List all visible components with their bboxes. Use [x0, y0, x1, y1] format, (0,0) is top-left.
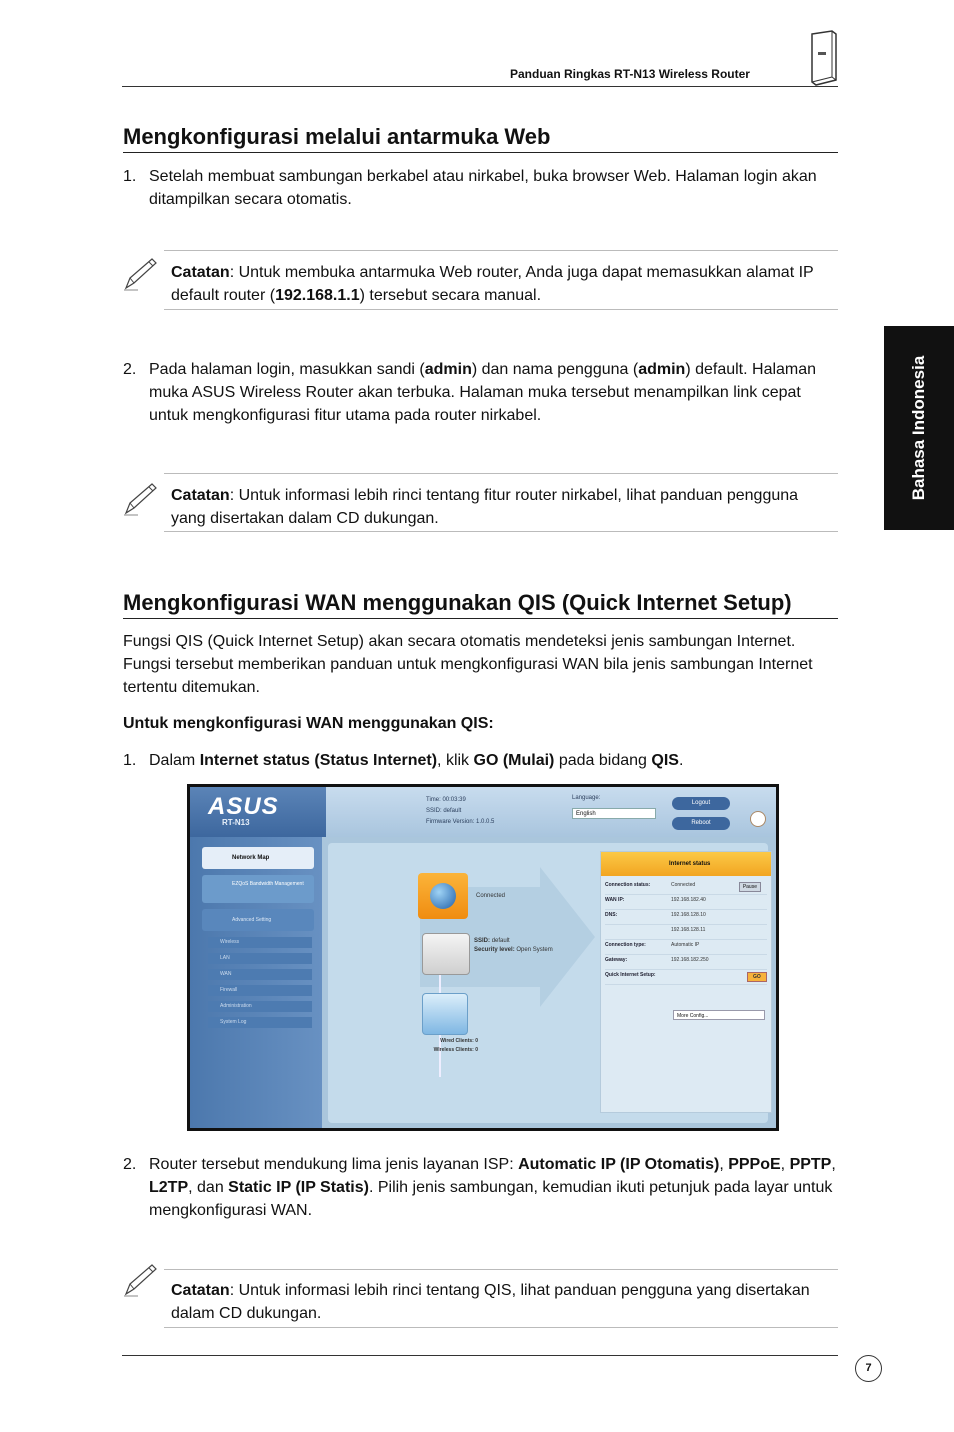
note-label: Catatan: [171, 487, 230, 504]
step-bold: GO (Mulai): [473, 752, 555, 769]
step-text: [149, 1153, 839, 1222]
status-row-value: 192.168.128.10: [671, 912, 706, 918]
status-row-label: DNS:: [605, 912, 618, 918]
language-select[interactable]: English: [572, 808, 656, 819]
status-row-value: Automatic IP: [671, 942, 700, 948]
internet-status-title: Internet status: [601, 852, 771, 876]
router-ui-screenshot: [187, 784, 779, 1131]
step-text-part: .: [678, 752, 684, 769]
language-label: Language:: [572, 795, 601, 801]
step-text-part: , dan: [188, 1179, 229, 1196]
step-bold: PPTP: [789, 1156, 832, 1173]
note-bottom-rule: [164, 531, 838, 532]
note-label: Catatan: [171, 1282, 230, 1299]
submenu-item[interactable]: LAN: [208, 953, 312, 964]
model-name: RT-N13: [222, 818, 250, 827]
note-text-part: : Untuk membuka antarmuka Web router, Anda juga dapat memasukkan alamat IP default router (: [171, 264, 814, 304]
wireless-clients-label: Wireless Clients:: [433, 1047, 474, 1053]
status-row-value: 192.168.182.40: [671, 897, 706, 903]
status-row-value: Connected: [671, 882, 696, 888]
note-text: [171, 261, 831, 307]
status-row: [605, 955, 767, 970]
page-number: 7: [855, 1355, 882, 1382]
submenu-item[interactable]: System Log: [208, 1017, 312, 1028]
status-row: [605, 925, 767, 940]
status-row-value: 192.168.182.250: [671, 957, 709, 963]
asus-logo: ASUS: [208, 793, 279, 820]
note-bottom-rule: [164, 1327, 838, 1328]
step-text-part: pada bidang: [554, 752, 652, 769]
step-bold: admin: [424, 361, 472, 378]
submenu-item[interactable]: Firewall: [208, 985, 312, 996]
step-text-part: ,: [719, 1156, 729, 1173]
status-row: [605, 880, 767, 895]
wired-clients-count: 0: [475, 1038, 478, 1044]
procedure-heading: Untuk mengkonfigurasi WAN menggunakan QIS:: [123, 715, 494, 732]
internet-status-rows: [601, 876, 771, 985]
step-text-part: , klik: [437, 752, 474, 769]
menu-advanced-setting[interactable]: Advanced Setting: [202, 909, 314, 931]
clock-icon: [750, 811, 766, 827]
note-text-part: : Untuk informasi lebih rinci tentang QIS, lihat panduan pengguna yang disertakan dalam CD dukungan.: [171, 1282, 810, 1322]
step-text-part: ,: [780, 1156, 790, 1173]
language-side-tab-label: Bahasa Indonesia: [909, 355, 928, 501]
step-bold: QIS: [651, 752, 679, 769]
step-text-part: ,: [831, 1156, 836, 1173]
note-text: [171, 484, 831, 530]
step-text: [149, 358, 834, 427]
note-text-part: ) tersebut secara manual.: [359, 287, 542, 304]
submenu-item[interactable]: Administration: [208, 1001, 312, 1012]
status-row-label: [605, 927, 671, 939]
clients-info: [412, 1037, 478, 1055]
note-ip-address: 192.168.1.1: [275, 287, 360, 304]
status-row-label: Gateway:: [605, 957, 628, 963]
status-row: [605, 895, 767, 910]
section-title-web-config: Mengkonfigurasi melalui antarmuka Web: [123, 124, 838, 153]
step-bold: L2TP: [149, 1179, 189, 1196]
step-number: 2.: [123, 1156, 137, 1173]
step-bold: Static IP (IP Statis): [228, 1179, 369, 1196]
status-row: [605, 940, 767, 955]
step-number: 2.: [123, 361, 137, 378]
note-label: Catatan: [171, 264, 230, 281]
step-bold: PPPoE: [728, 1156, 781, 1173]
wireless-clients-count: 0: [475, 1047, 478, 1053]
menu-network-map[interactable]: Network Map: [202, 847, 314, 869]
note-text: [171, 1279, 831, 1325]
note-top-rule: [164, 250, 838, 251]
firmware-version: Firmware Version: 1.0.0.5: [426, 819, 495, 825]
submenu-list: [208, 937, 312, 1033]
pencil-note-icon: [122, 256, 158, 292]
section-title-qis: Mengkonfigurasi WAN menggunakan QIS (Quick Internet Setup): [123, 590, 838, 619]
internet-connected-label: Connected: [476, 893, 506, 899]
clients-icon[interactable]: [422, 993, 468, 1035]
submenu-item[interactable]: WAN: [208, 969, 312, 980]
status-row-label: Connection status:: [605, 882, 651, 888]
note-top-rule: [164, 473, 838, 474]
step-text-part: ) dan nama pengguna (: [471, 361, 639, 378]
more-config-select[interactable]: More Config...: [673, 1010, 765, 1020]
note-top-rule: [164, 1269, 838, 1270]
network-map-arrow: [340, 857, 600, 1107]
pencil-note-icon: [122, 481, 158, 517]
step-bold: Internet status (Status Internet): [199, 752, 438, 769]
note-text-part: : Untuk informasi lebih rinci tentang fitur router nirkabel, lihat panduan pengguna yang disertakan dalam CD dukungan.: [171, 487, 799, 527]
ssid-label: SSID:: [474, 938, 491, 944]
submenu-item[interactable]: Wireless: [208, 937, 312, 948]
security-label: Security level:: [474, 947, 515, 953]
status-row-value: [671, 972, 767, 984]
status-row: [605, 910, 767, 925]
status-row-label: Connection type:: [605, 942, 646, 948]
logout-button[interactable]: Logout: [672, 797, 730, 810]
pause-button[interactable]: Pause: [739, 882, 761, 892]
router-device-icon[interactable]: [422, 933, 470, 975]
status-row-label: Quick Internet Setup:: [605, 972, 656, 978]
internet-status-panel: [600, 851, 772, 1113]
footer-rule: [122, 1355, 838, 1356]
status-row-label: WAN IP:: [605, 897, 625, 903]
security-value: Open System: [516, 947, 553, 953]
pencil-note-icon: [122, 1262, 158, 1298]
step-text-part: Router tersebut mendukung lima jenis layanan ISP:: [149, 1156, 519, 1173]
step-text-part: ) default. Halaman muka ASUS Wireless Router akan terbuka. Halaman muka tersebut menampilkan link cepat untuk mengkonfigurasi fitur utama pada router nirkabel.: [149, 361, 817, 424]
step-text-part: . Pilih jenis sambungan, kemudian ikuti petunjuk pada layar untuk mengkonfigurasi WAN.: [149, 1179, 833, 1219]
step-text: Setelah membuat sambungan berkabel atau nirkabel, buka browser Web. Halaman login akan ditampilkan secara otomatis.: [149, 168, 817, 208]
step-number: 1.: [123, 168, 137, 185]
ssid-value: default: [491, 938, 510, 944]
system-time: Time: 00:03:39: [426, 797, 466, 803]
system-ssid: SSID: default: [426, 808, 462, 814]
reboot-button[interactable]: Reboot: [672, 817, 730, 830]
header-rule: [122, 86, 838, 87]
intro-paragraph: Fungsi QIS (Quick Internet Setup) akan secara otomatis mendeteksi jenis sambungan Internet. Fungsi tersebut memberikan panduan untuk mengkonfigurasi WAN bila jenis sambungan Internet tertentu ditemukan.: [123, 633, 813, 696]
status-row: [605, 970, 767, 985]
note-bottom-rule: [164, 309, 838, 310]
router-ui-sidebar: [190, 837, 322, 1128]
step-text-part: Dalam: [149, 752, 200, 769]
step-bold: Automatic IP (IP Otomatis): [518, 1156, 720, 1173]
wired-clients-label: Wired Clients:: [440, 1038, 474, 1044]
menu-ezqos[interactable]: EZQoS Bandwidth Management: [202, 875, 314, 903]
internet-globe-icon[interactable]: [418, 873, 468, 919]
running-header: Panduan Ringkas RT-N13 Wireless Router: [510, 67, 750, 81]
language-side-tab: [884, 326, 954, 530]
system-info: [426, 795, 494, 828]
router-info: [474, 937, 553, 955]
step-bold: admin: [638, 361, 686, 378]
step-text: [149, 749, 834, 772]
step-text-part: Pada halaman login, masukkan sandi (: [149, 361, 425, 378]
step-number: 1.: [123, 752, 137, 769]
status-row-value: 192.168.128.11: [671, 927, 706, 933]
router-icon: [806, 30, 840, 88]
qis-go-button[interactable]: GO: [747, 972, 767, 982]
